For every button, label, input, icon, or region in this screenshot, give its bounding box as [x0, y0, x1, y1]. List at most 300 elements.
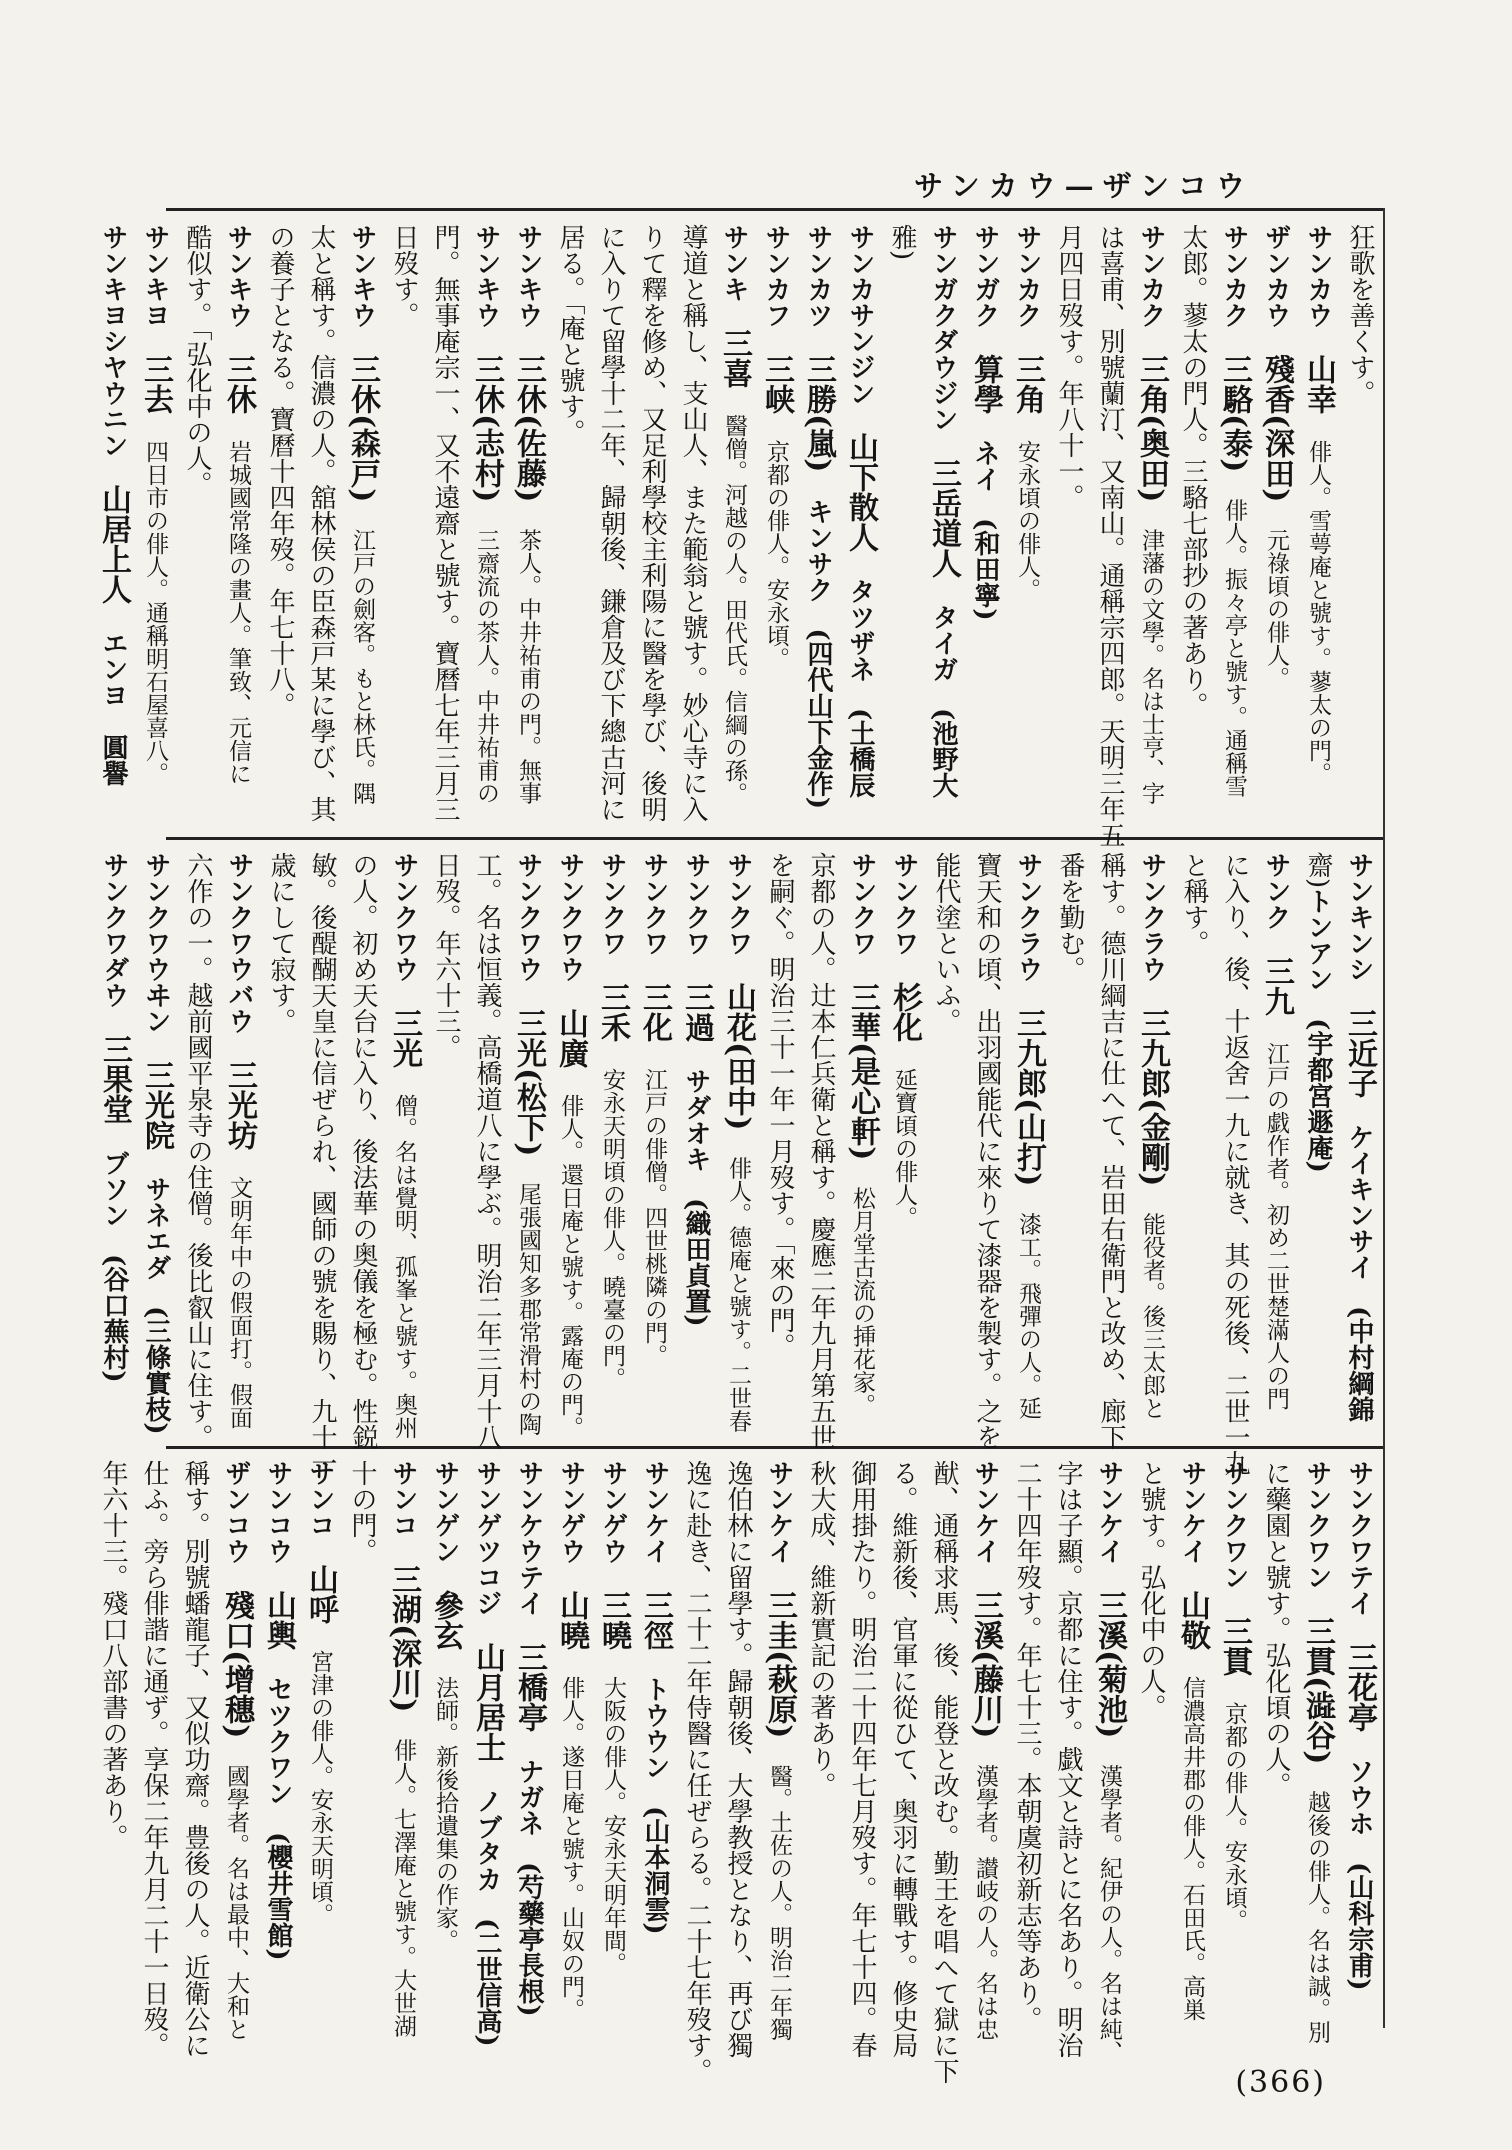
entry-description: 法師。新後拾遺集の作家。: [432, 1676, 458, 1952]
entry-headword: 山居上人: [96, 484, 131, 604]
entry-headword: 三光(松下): [511, 1008, 546, 1157]
entry-line: [631, 224, 672, 826]
entry-continuation: 十の門。: [347, 1460, 377, 1564]
entry-description: 俳人。德庵と號す。二世春: [725, 1156, 751, 1433]
entry-headword: 三光院: [139, 1060, 174, 1150]
top-rule: [166, 208, 1384, 211]
entry-reading: サンケイ: [1094, 1460, 1124, 1564]
entry-headword: 三貫(澁谷): [1300, 1616, 1335, 1765]
entry-alias-reading: ケイキンサイ: [1344, 1124, 1374, 1280]
entry-description: 松月堂古流の挿花家。: [849, 1186, 875, 1417]
entry-line: [466, 852, 507, 1450]
entry-alias-reading: サネエダ: [141, 1176, 171, 1280]
entry-line: [1338, 1460, 1380, 2020]
entry-description: 江戸の俳僧。四世桃隣の門。: [641, 1068, 667, 1367]
entry-continuation: 敏。後醍醐天皇に信ぜられ、國師の號を賜り、九十一: [307, 852, 337, 1476]
entry-line: [1172, 224, 1213, 826]
entry-line: [1297, 852, 1338, 1436]
entry-line: [1338, 852, 1380, 1436]
entry-continuation: の人。初め天台に入り、後法華の奥儀を極む。性鋭: [348, 852, 378, 1450]
entry-continuation: の養子となる。寶曆十四年歿。年七十八。: [265, 224, 295, 718]
entry-line: [1006, 1460, 1047, 2032]
entry-description: 茶人。中井祐甫の門。無事: [515, 528, 541, 805]
entry-alias-name: (二世信高): [472, 1918, 502, 2047]
entry-alias-reading: セツクワン: [263, 1676, 293, 1806]
entry-continuation: と號す。弘化中の人。: [1136, 1460, 1166, 1720]
entry-line: [341, 1460, 382, 2020]
entry-reading: サンクラウ: [1137, 852, 1167, 982]
entry-continuation: 番を勤む。: [1055, 852, 1085, 982]
entry-reading: サンクワウバウ: [224, 852, 254, 1034]
entry-line: [93, 852, 135, 1436]
entry-line: [549, 224, 590, 826]
entry-line: [218, 852, 260, 1436]
entry-headword: 三貫: [1217, 1616, 1252, 1676]
entry-description: 國學者。名は最中、大和と: [223, 1764, 249, 2041]
entry-headword: 三果堂: [97, 1034, 132, 1124]
entry-reading: サンキウ: [471, 224, 501, 328]
entry-reading: サンキウ: [347, 224, 377, 328]
entry-line: [797, 224, 839, 826]
entry-reading: サンカク: [1219, 224, 1249, 328]
entry-reading: サンケイ: [764, 1460, 794, 1564]
entry-headword: 三去: [138, 354, 173, 414]
entry-line: [508, 1460, 550, 2020]
entry-description: 俳人。振々亭と號す。通稱雪: [1221, 498, 1247, 798]
entry-alias-reading: ソウホ: [1344, 1758, 1374, 1836]
entry-headword: 三峡: [759, 354, 794, 414]
tier-divider-1: [166, 837, 1384, 840]
entry-line: [676, 1460, 717, 2084]
entry-alias-name: (櫻井雪館): [263, 1832, 293, 1961]
entry-line: [1090, 852, 1131, 1450]
entry-line: [964, 224, 1006, 826]
entry-alias-reading: キンサク: [803, 498, 833, 603]
entry-line: [382, 1460, 424, 2038]
entry-line: [922, 224, 964, 826]
entry-reading: サンキ: [719, 224, 749, 302]
entry-reading: サンクワ: [723, 852, 753, 956]
entry-headword: 三光: [387, 1008, 422, 1068]
entry-line: [549, 852, 591, 1439]
entry-continuation: 寶天和の頃、出羽國能代に來りて漆器を製す。之を: [972, 852, 1002, 1450]
entry-headword: 三禾: [595, 982, 630, 1042]
entry-headword: 三溪(菊池): [1092, 1590, 1127, 1739]
entry-continuation: 工。名は恒義。高橋道八に學ぶ。明治二年三月十八: [472, 852, 502, 1450]
entry-description: 漢學者。紀伊の人。名は純、: [1096, 1764, 1122, 2064]
entry-reading: サンカフ: [761, 224, 791, 328]
entry-continuation: と稱す。: [1179, 852, 1209, 956]
entry-reading: サンコウ: [263, 1460, 293, 1564]
entry-continuation: 齋): [1303, 852, 1333, 889]
entry-line: [1089, 224, 1130, 848]
entry-line: [424, 1460, 466, 2020]
entry-line: [1049, 852, 1090, 1436]
entry-headword: 三休(志村): [469, 354, 504, 503]
entry-reading: サンクワ: [889, 852, 919, 956]
entry-continuation: 日歿す。: [389, 224, 419, 328]
entry-description: 俳人。還日庵と號す。露庵の門。: [557, 1094, 583, 1439]
entry-headword: 山曉: [554, 1590, 589, 1650]
entry-line: [383, 224, 424, 826]
entry-line: [717, 1460, 758, 2058]
entry-description: 醫。土佐の人。明治二年獨: [766, 1764, 792, 2041]
entry-reading: サンクワウ: [555, 852, 585, 982]
entry-alias-reading: ナガネ: [514, 1758, 544, 1836]
entry-line: [841, 1460, 882, 2058]
entry-reading: サンクワウ: [513, 852, 543, 982]
entry-alias-reading: タイガ: [928, 604, 958, 682]
entry-continuation: は喜甫、別號蘭汀、又南山。通稱宗四郎。天明三年五: [1095, 224, 1125, 848]
entry-continuation: 狂歌を善くす。: [1345, 224, 1375, 406]
entry-line: [507, 852, 549, 1436]
entry-reading: サンコ: [305, 1460, 335, 1538]
entry-headword: 山敬: [1175, 1590, 1210, 1650]
entry-headword: 三勝(嵐): [801, 354, 836, 473]
entry-reading: サンコ: [388, 1460, 418, 1538]
entry-line: [1006, 224, 1048, 826]
entry-continuation: を嗣ぐ。明治三十一年一月歿す。「來の門。: [765, 852, 795, 1359]
entry-reading: ザンカウ: [1261, 224, 1291, 328]
entry-line: [800, 852, 841, 1450]
entry-headword: 三喜: [717, 328, 752, 388]
entry-headword: 三曉: [596, 1590, 631, 1650]
entry-reading: サンキヨシヤウニン: [98, 224, 128, 458]
entry-reading: サンクワウヰン: [141, 852, 171, 1034]
entry-continuation: 字は子顯。京都に住す。戯文と詩とに名あり。明治: [1053, 1460, 1083, 2058]
entry-headword: 三九: [1259, 956, 1294, 1016]
entry-continuation: 秋大成、維新實記の著あり。: [806, 1460, 836, 1798]
tier-2-entries: [97, 852, 1380, 1476]
entry-line: [341, 224, 383, 826]
entry-description: 元祿頃の俳人。: [1263, 528, 1289, 690]
entry-headword: 三過: [679, 982, 714, 1042]
entry-reading: サンクワダウ: [99, 852, 129, 1008]
entry-alias-reading: ネイ: [970, 440, 1000, 492]
entry-description: 能役者。後三太郎と: [1139, 1212, 1165, 1420]
entry-line: [425, 852, 466, 1436]
entry-alias-name: 圓譽: [98, 734, 128, 786]
entry-line: [259, 224, 300, 826]
entry-reading: サンカク: [1136, 224, 1166, 328]
entry-alias-name: (三條實枝): [141, 1306, 171, 1435]
entry-headword: 三圭(萩原): [762, 1590, 797, 1739]
entry-description: 四日市の俳人。通稱明石屋喜八。: [142, 440, 168, 785]
entry-reading: ザンコウ: [221, 1460, 251, 1564]
entry-continuation: 稱す。德川綱吉に仕へて、岩田右衛門と改め、廊下: [1096, 852, 1126, 1450]
entry-description: 宮津の俳人。安永天明頃。: [307, 1650, 333, 1926]
entry-line: [1255, 852, 1297, 1436]
entry-description: 安永頃の俳人。: [1014, 440, 1040, 601]
entry-line: [134, 224, 176, 826]
entry-line: [257, 1460, 299, 2020]
entry-line: [717, 852, 759, 1436]
entry-headword: 算學: [968, 354, 1003, 414]
entry-alias-name: (芍藥亭長根): [514, 1862, 544, 2017]
entry-line: [1048, 224, 1089, 826]
entry-alias-name: (山科宗甫): [1344, 1862, 1374, 1991]
entry-reading: サンキウ: [223, 224, 253, 328]
entry-line: [800, 1460, 841, 2020]
entry-headword: 三化: [637, 982, 672, 1042]
entry-continuation: 能代塗といふ。: [931, 852, 961, 1034]
entry-line: [215, 1460, 257, 2041]
entry-headword: 三角(奥田): [1134, 354, 1169, 503]
entry-headword: 山呼: [303, 1564, 338, 1624]
page-number: (366): [1235, 2065, 1326, 2100]
entry-alias-name: (中村綱錦: [1344, 1306, 1374, 1423]
entry-continuation: 雅): [887, 224, 917, 261]
entry-reading: サンクワ: [847, 852, 877, 956]
entry-line: [841, 852, 883, 1436]
entry-line: [342, 852, 383, 1450]
entry-description: 大阪の俳人。安永天明年間。: [600, 1676, 626, 1975]
entry-reading: サンケイ: [640, 1460, 670, 1564]
entry-reading: サンカウ: [1303, 224, 1333, 328]
entry-line: [1214, 852, 1255, 1476]
entry-reading: サンゲツコジ: [472, 1460, 502, 1616]
entry-reading: サンゲン: [430, 1460, 460, 1564]
entry-line: [1255, 224, 1297, 826]
entry-description: 信濃高井郡の俳人。石田氏。高巣: [1179, 1676, 1205, 2021]
entry-alias-reading: ブソン: [99, 1150, 129, 1228]
entry-description: 僧。名は覺明、孤峯と號す。奥州: [391, 1094, 417, 1439]
entry-alias-name: (織田貞置): [681, 1198, 711, 1327]
entry-line: [1255, 1460, 1296, 2020]
entry-line: [672, 224, 713, 826]
entry-reading: サンカサンジン: [845, 224, 875, 406]
entry-line: [591, 852, 633, 1436]
entry-continuation: る。維新後、官軍に從ひて、奥羽に轉戰す。修史局: [888, 1460, 918, 2058]
entry-headword: 三角: [1010, 354, 1045, 414]
entry-line: [758, 1460, 800, 2041]
entry-line: [177, 852, 218, 1450]
entry-headword: 三休(森戸): [345, 354, 380, 503]
entry-continuation: 日歿。年六十三。: [431, 852, 461, 1060]
entry-description: 俳人。雪萼庵と號す。蓼太の門。: [1305, 440, 1331, 785]
entry-headword: 山幸: [1301, 354, 1336, 414]
entry-alias-name: (谷口蕪村): [99, 1254, 129, 1383]
entry-line: [1296, 1460, 1338, 2044]
entry-description: 三齋流の茶人。中井祐甫の: [473, 528, 499, 805]
entry-reading: サンクラウ: [1013, 852, 1043, 982]
entry-description: 安永天明頃の俳人。曉臺の門。: [599, 1068, 625, 1390]
entry-continuation: 六作の一。越前國平泉寺の住僧。後比叡山に住す。: [183, 852, 213, 1450]
entry-alias-reading: トンアン: [1303, 888, 1333, 993]
entry-line: [1213, 224, 1255, 826]
entry-line: [966, 852, 1007, 1450]
entry-headword: 三徑: [638, 1590, 673, 1650]
entry-description: 京都の俳人。安永頃。: [1221, 1702, 1247, 1932]
entry-headword: 殘香(深田): [1259, 354, 1294, 503]
entry-alias-name: (和田寧): [970, 518, 1000, 621]
entry-line: [1130, 1460, 1171, 2020]
entry-reading: サンケウテイ: [514, 1460, 544, 1616]
entry-continuation: 京都の人。辻本仁兵衛と稱す。慶應二年九月第五世: [806, 852, 836, 1450]
running-head: サンカウ—ザンコウ: [914, 169, 1254, 203]
entry-description: 江戸の劍客。もと林氏。隅: [349, 528, 375, 805]
entry-line: [301, 852, 342, 1476]
entry-line: [882, 1460, 923, 2058]
entry-line: [881, 224, 922, 826]
entry-headword: 三駱(泰): [1217, 354, 1252, 473]
entry-reading: サンガクダウジン: [928, 224, 958, 432]
entry-continuation: 太郎。蓼太の門人。三駱七部抄の著あり。: [1178, 224, 1208, 718]
entry-line: [92, 224, 134, 826]
entry-continuation: 歳にして寂す。: [266, 852, 296, 1034]
entry-alias-name: (土橋辰: [845, 708, 875, 799]
entry-continuation: 逸に赴き、二十二年侍醫に任ぜらる。二十七年歿す。: [682, 1460, 712, 2084]
entry-continuation: 稱す。別號蟠龍子、又似功齋。豊後の人。近衛公に: [180, 1460, 210, 2058]
entry-headword: 山廣: [553, 1008, 588, 1068]
entry-continuation: 年六十三。殘口八部書の著あり。: [98, 1460, 128, 1850]
entry-headword: 參玄: [428, 1590, 463, 1650]
entry-description: 延寶頃の俳人。: [891, 1068, 917, 1229]
entry-line: [260, 852, 301, 1436]
entry-line: [759, 852, 800, 1436]
entry-alias-reading: サダオキ: [681, 1068, 711, 1172]
entry-headword: 山花(田中): [721, 982, 756, 1131]
entry-line: [133, 1460, 174, 2058]
entry-description: 越後の俳人。名は誠。別: [1304, 1790, 1330, 2044]
entry-reading: サンカク: [1012, 224, 1042, 328]
entry-continuation: に藥園と號す。弘化頃の人。: [1261, 1460, 1291, 1798]
entry-reading: サンキウ: [513, 224, 543, 328]
entry-headword: 三九郎(金剛): [1135, 1008, 1170, 1187]
entry-continuation: 猷、通稱求馬、後、能登と改む。勤王を唱へて獄に下: [929, 1460, 959, 2084]
entry-description: 漆工。飛彈の人。延: [1015, 1212, 1041, 1420]
entry-continuation: 太と稱す。信濃の人。舘林侯の臣森戸某に學び、其: [306, 224, 336, 822]
entry-continuation: 門。無事庵宗一、又不遠齋と號す。寶曆七年三月三: [430, 224, 460, 822]
entry-description: 醫僧。河越の人。田代氏。信綱の孫。: [721, 414, 747, 805]
entry-description: 文明年中の假面打。假面: [226, 1176, 252, 1429]
entry-reading: サンゲウ: [556, 1460, 586, 1564]
entry-line: [675, 852, 717, 1436]
entry-line: [755, 224, 797, 826]
entry-headword: 三華(是心軒): [845, 982, 880, 1161]
entry-line: [592, 1460, 634, 2020]
entry-reading: サンカツ: [803, 224, 833, 328]
tier-1-entries: [96, 224, 1380, 848]
entry-reading: サンクワ: [639, 852, 669, 956]
entry-continuation: 仕ふ。旁ら俳諧に通ず。享保二年九月二十一日歿。: [139, 1460, 169, 2058]
entry-line: [1213, 1460, 1255, 2020]
entry-headword: 三休: [221, 354, 256, 414]
entry-description: 俳人。七澤庵と號す。大世湖: [390, 1738, 416, 2038]
entry-reading: サンクワテイ: [1344, 1460, 1374, 1616]
entry-alias-reading: トウウン: [640, 1676, 670, 1780]
entry-line: [424, 224, 465, 826]
entry-description: 江戸の戯作者。初め二世楚滿人の門: [1263, 1042, 1289, 1410]
entry-line: [550, 1460, 592, 2020]
entry-headword: 三湖(深川): [386, 1564, 421, 1713]
entry-continuation: 御用掛たり。明治二十四年七月歿す。年七十四。春: [847, 1460, 877, 2058]
entry-line: [465, 224, 507, 826]
entry-line: [634, 1460, 676, 2020]
entry-alias-reading: タツザネ: [845, 578, 875, 682]
entry-line: [633, 852, 675, 1436]
entry-line: [1173, 852, 1214, 1436]
entry-headword: 杉化: [887, 982, 922, 1042]
entry-line: [1047, 1460, 1088, 2058]
entry-headword: 山月居士: [470, 1642, 505, 1762]
entry-alias-reading: ノブタカ: [472, 1788, 502, 1892]
entry-line: [713, 224, 755, 826]
entry-alias-reading: エンヨ: [98, 630, 128, 708]
entry-reading: サンク: [1261, 852, 1291, 930]
entry-headword: 三近子: [1342, 1008, 1377, 1098]
entry-description: 津藩の文學。名は士亨、字: [1138, 528, 1164, 805]
entry-reading: サンクワ: [597, 852, 627, 956]
entry-description: 岩城國常隆の畫人。筆致、元信に: [225, 440, 251, 785]
entry-headword: 山輿: [261, 1590, 296, 1650]
entry-line: [135, 852, 177, 1436]
entry-headword: 殘口(增穗): [219, 1590, 254, 1739]
right-frame-rule: [1383, 208, 1385, 2028]
entry-line: [176, 224, 217, 826]
entry-continuation: に入り、後、十返舍一九に就き、其の死後、二世一九: [1220, 852, 1250, 1476]
entry-reading: サンケイ: [1177, 1460, 1207, 1564]
entry-continuation: 月四日歿す。年八十一。: [1054, 224, 1084, 510]
entry-headword: 三岳道人: [926, 458, 961, 578]
entry-headword: 三九郎(山打): [1011, 1008, 1046, 1187]
entry-description: 京都の俳人。安永頃。: [763, 440, 789, 670]
entry-description: 俳人。遂日庵と號す。山奴の門。: [558, 1676, 584, 2021]
entry-line: [925, 852, 966, 1436]
entry-line: [507, 224, 549, 826]
entry-reading: サンクワン: [1219, 1460, 1249, 1590]
entry-line: [1088, 1460, 1130, 2064]
entry-line: [1171, 1460, 1213, 2020]
entry-continuation: に入りて留學十二年、歸朝後、鎌倉及び下總古河に: [596, 224, 626, 822]
entry-reading: サンクワン: [1302, 1460, 1332, 1590]
entry-reading: サンクワウ: [389, 852, 419, 982]
entry-reading: サンガク: [970, 224, 1000, 328]
entry-line: [923, 1460, 964, 2084]
entry-continuation: 二十四年歿す。年七十三。本朝虞初新志等あり。: [1012, 1460, 1042, 2032]
entry-line: [92, 1460, 133, 2020]
entry-line: [590, 224, 631, 826]
entry-continuation: 導道と稱し、支山人、また範翁と號す。妙心寺に入: [678, 224, 708, 822]
entry-headword: 三花亭: [1342, 1642, 1377, 1732]
entry-headword: 三橋亭: [512, 1642, 547, 1732]
entry-headword: 三溪(藤川): [968, 1590, 1003, 1739]
entry-alias-name: (四代山下金作): [803, 628, 833, 809]
entry-continuation: 逸伯林に留學す。歸朝後、大學教授となり、再び獨: [723, 1460, 753, 2058]
entry-line: [1339, 224, 1380, 826]
entry-headword: 山下散人: [843, 432, 878, 552]
entry-line: [217, 224, 259, 826]
entry-continuation: りて釋を修め、又足利學校主利陽に醫を學び、後明: [637, 224, 667, 822]
entry-line: [1130, 224, 1172, 826]
entry-description: 漢學者。讃岐の人。名は忠: [972, 1764, 998, 2041]
entry-headword: 三光坊: [222, 1060, 257, 1150]
entry-line: [883, 852, 925, 1436]
entry-line: [1131, 852, 1173, 1436]
entry-reading: サンゲウ: [598, 1460, 628, 1564]
entry-line: [1007, 852, 1049, 1436]
entry-reading: サンクワ: [681, 852, 711, 956]
entry-reading: サンキンシ: [1344, 852, 1374, 982]
entry-description: 尾張國知多郡常滑村の陶: [515, 1182, 541, 1436]
entry-line: [174, 1460, 215, 2058]
entry-alias-name: (宇都宮遯庵): [1303, 1018, 1333, 1173]
entry-line: [1297, 224, 1339, 826]
entry-reading: サンキヨ: [140, 224, 170, 328]
entry-line: [300, 224, 341, 826]
entry-line: [466, 1460, 508, 2047]
entry-reading: サンケイ: [970, 1460, 1000, 1564]
